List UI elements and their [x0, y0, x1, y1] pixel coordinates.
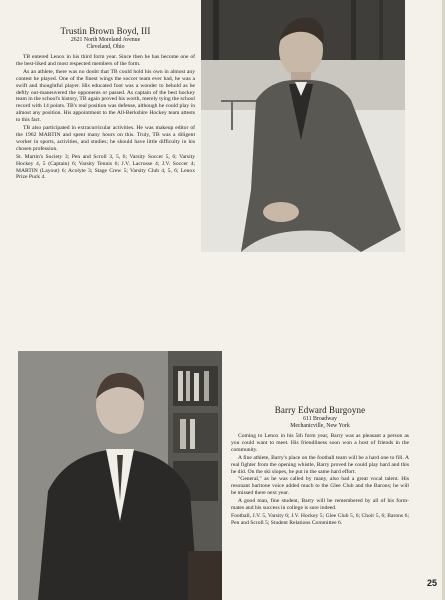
senior-address-city: Mechanicville, New York: [290, 423, 350, 429]
activities-list: Football, J.V. 5, Varsity 6; J.V. Hockey 5; Glee Club 5, 6; Choir 5, 6; Barons 6; Pen and Scroll 5; Student Relations Committee 6.: [231, 512, 409, 526]
senior-address-street: 611 Broadway: [303, 416, 337, 422]
senior-address-city: Cleveland, Ohio: [86, 44, 125, 50]
portrait-illustration: [201, 0, 405, 252]
activities-list: St. Martin's Society 3; Pen and Scroll 3, 5, 6; Varsity Soccer 5, 6; Varsity Hockey 4, 5 (Captain) 6; Varsity Tennis 6; J.V. Lacrosse 4; J.V. Soccer 4; MARTIN (Layout) 6; Acolyte 3; Stage Crew 5; Varsity Club 4, 5, 6; Lenox Prize Puck 4.: [16, 153, 195, 181]
senior-address-street: 2621 North Moreland Avenue: [70, 37, 141, 43]
senior-entry-burgoyne: [231, 405, 409, 527]
bio-paragraph: Coming to Lenox in his 5th form year, Barry was as pleasant a person as you could want to meet. His friendliness soon won a host of friends in the community.: [231, 433, 409, 453]
bio-paragraph: TB entered Lenox in his third form year. Since then he has become one of the best-liked and most respected members of the form.: [16, 54, 195, 67]
bio-paragraph: "General," as he was called by many, also had a great vocal talent. His resonant baritone voice added much to the Glee Club and the Barons; he will be missed there next year.: [231, 476, 409, 497]
bio-paragraph: A fine athlete, Barry's place on the football team will be a hard one to fill. A real fighter from the opening whistle, Barry proved he could play hard and this he did. On the ski slopes, he put in the same hard effort.: [231, 454, 409, 475]
page-number: 25: [427, 578, 438, 588]
senior-entry-boyd: [16, 26, 195, 181]
senior-portrait-photo: [18, 351, 222, 600]
senior-name: Barry Edward Burgoyne: [274, 405, 366, 415]
bio-paragraph: A good man, fine student, Barry will be remembered by all of his form-mates and his success in college is sure indeed.: [231, 498, 409, 512]
senior-portrait-photo: [201, 0, 405, 252]
senior-name: Trustin Brown Boyd, III: [60, 26, 151, 36]
bio-paragraph: As an athlete, there was no doubt that TB could hold his own in almost any contest he played. One of the finest wings the soccer team ever had, he was a swift and thoughtful player. His educated foot was a wonder to behold as he deftly out-maneuvered the opponents or passed. As captain of the best hockey team in the school's history, TB again proved his worth, merely tying the school record with 14 points. TB's real position was defense, although he could play in almost any position. His appointment to the All-Berkshire Hockey team attests to this fact.: [16, 68, 195, 124]
bio-paragraph: TB also participated in extracurricular activities. He was makeup editor of the 1962 MARTIN and spent many hours on this. Truly, TB was a diligent worker in sports, activities, and studies; he should have little difficulty in his chosen profession.: [16, 125, 195, 152]
portrait-illustration: [18, 351, 222, 600]
